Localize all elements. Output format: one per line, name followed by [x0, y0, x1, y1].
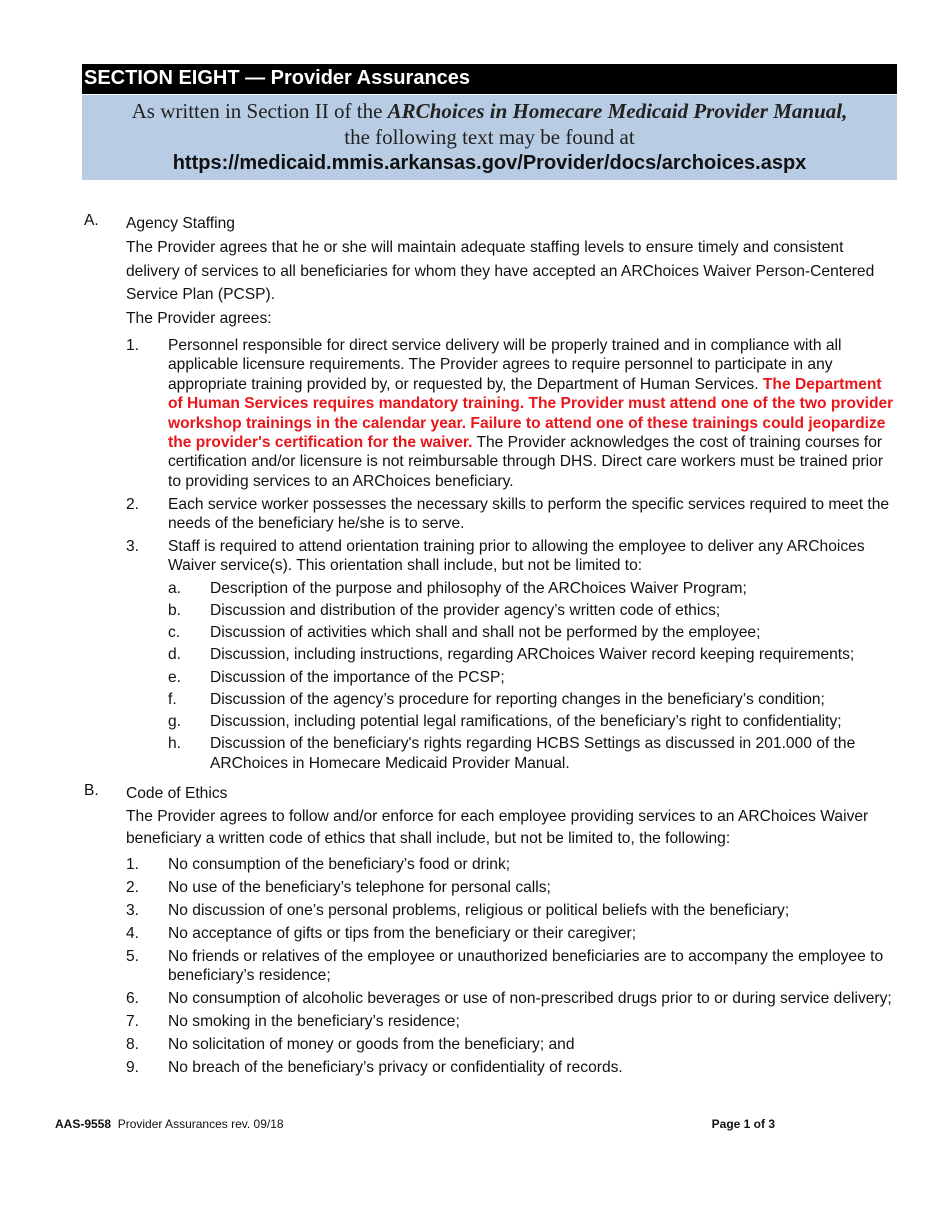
section-title-bar — [82, 64, 897, 94]
item-text: Each service worker possesses the necessary skills to perform the specific services required to meet the needs of the beneficiary he/she is to serve. — [168, 495, 890, 533]
section-letter: A. — [84, 212, 99, 229]
list-number: 3. — [126, 901, 140, 919]
sub-item-text: Description of the purpose and philosophy of the ARChoices Waiver Program; — [210, 579, 747, 597]
code-of-ethics-list — [126, 855, 950, 1077]
page-footer — [55, 1117, 785, 1131]
list-item — [126, 901, 950, 920]
list-item — [126, 855, 950, 874]
sub-list-item — [168, 579, 895, 598]
sub-list-item — [168, 645, 895, 664]
list-item — [126, 1035, 950, 1054]
form-code: AAS-9558 — [55, 1117, 112, 1131]
orientation-topics-list — [168, 579, 895, 773]
item-text: The Provider acknowledges the cost of training courses for certification and/or licensure is not reimbursable through DHS. Direct care workers must be trained prior to providing services to an ARChoices beneficiary. — [168, 434, 884, 490]
list-item — [126, 336, 950, 491]
section-heading: Code of Ethics — [126, 785, 228, 803]
list-number: 1. — [126, 856, 140, 874]
section-heading: Agency Staffing — [126, 215, 235, 232]
sub-item-text: Discussion, including potential legal ramifications, of the beneficiary’s right to confidentiality; — [210, 713, 842, 731]
item-text: Personnel responsible for direct service delivery will be properly trained and in compliance with all applicable licensure requirements. The Provider agrees to require personnel to participate in any appropriate training provided by, or requested by, the Department of Human Services. — [168, 337, 842, 393]
item-text: No smoking in the beneficiary’s residence; — [168, 1012, 460, 1030]
form-description: Provider Assurances rev. 09/18 — [117, 1117, 284, 1131]
mandatory-training-notice: The Department of Human Services requires mandatory training. The Provider must attend one of the two provider workshop trainings in the calendar year. Failure to attend one of these trainings could jeopardize the provider's certification for the waiver. — [168, 375, 894, 452]
page-number: Page 1 of 3 — [711, 1117, 775, 1131]
list-item — [126, 989, 950, 1008]
list-item — [126, 537, 950, 773]
sub-item-text: Discussion and distribution of the provider agency’s written code of ethics; — [210, 602, 721, 620]
list-number: 9. — [126, 1058, 140, 1076]
item-text: No consumption of the beneficiary’s food or drink; — [168, 856, 511, 874]
sub-list-item — [168, 734, 895, 773]
sub-list-letter: f. — [168, 690, 177, 708]
list-number: 5. — [126, 947, 140, 965]
item-text: No friends or relatives of the employee or unauthorized beneficiaries are to accompany the employee to beneficiary’s residence; — [168, 947, 884, 985]
section-agency-staffing — [0, 212, 950, 773]
section-letter: B. — [84, 782, 99, 800]
sub-list-letter: h. — [168, 735, 182, 753]
list-number: 7. — [126, 1012, 140, 1030]
item-text: No breach of the beneficiary’s privacy or confidentiality of records. — [168, 1058, 623, 1076]
manual-title: ARChoices in Homecare Medicaid Provider Manual, — [387, 99, 848, 123]
provider-agreement-list — [126, 336, 950, 773]
item-text: No acceptance of gifts or tips from the beneficiary or their caregiver; — [168, 924, 637, 942]
list-item — [126, 924, 950, 943]
sub-list-letter: c. — [168, 624, 181, 642]
list-number: 1. — [126, 337, 140, 354]
sub-list-letter: d. — [168, 646, 182, 664]
list-number: 3. — [126, 538, 140, 556]
list-number: 6. — [126, 990, 140, 1008]
sub-list-letter: a. — [168, 579, 182, 597]
banner-line-2: the following text may be found at — [344, 125, 635, 149]
section-paragraph: The Provider agrees that he or she will maintain adequate staffing levels to ensure timely and consistent delivery of services to all beneficiaries for whom they have accepted an ARChoices Waiver Person-Centered Service Plan (PCSP). — [126, 239, 875, 303]
list-item — [126, 947, 950, 986]
section-title: SECTION EIGHT — Provider Assurances — [84, 67, 471, 89]
list-item — [126, 878, 950, 897]
list-item — [126, 1058, 950, 1077]
list-number: 2. — [126, 495, 140, 513]
banner-line-1 — [82, 98, 897, 124]
sub-list-item — [168, 601, 895, 620]
sub-list-item — [168, 668, 895, 687]
sub-list-letter: g. — [168, 713, 182, 731]
sub-list-item — [168, 712, 895, 731]
item-text: Staff is required to attend orientation training prior to allowing the employee to deliver any ARChoices Waiver service(s). This orientation shall include, but not be limited to: — [168, 538, 865, 575]
list-item — [126, 1012, 950, 1031]
document-body — [0, 212, 950, 1081]
source-banner — [82, 95, 897, 180]
sub-list-item — [168, 690, 895, 709]
item-text: No discussion of one’s personal problems, religious or political beliefs with the beneficiary; — [168, 901, 790, 919]
list-number: 2. — [126, 879, 140, 897]
list-number: 4. — [126, 924, 140, 942]
sub-list-letter: e. — [168, 668, 182, 686]
item-text: No solicitation of money or goods from the beneficiary; and — [168, 1035, 575, 1053]
sub-item-text: Discussion of the importance of the PCSP; — [210, 668, 505, 686]
sub-item-text: Discussion of the beneficiary's rights regarding HCBS Settings as discussed in 201.000 of the ARChoices in Homecare Medicaid Provider Manual. — [210, 735, 856, 772]
list-item — [126, 495, 950, 534]
sub-list-item — [168, 623, 895, 642]
section-paragraph: The Provider agrees: — [126, 309, 272, 327]
item-text: No consumption of alcoholic beverages or use of non-prescribed drugs prior to or during service delivery; — [168, 990, 892, 1008]
banner-line-1-prefix: As written in Section II of the — [131, 99, 388, 123]
section-code-of-ethics — [0, 782, 950, 1077]
list-number: 8. — [126, 1035, 140, 1053]
section-paragraph: The Provider agrees to follow and/or enforce for each employee providing services to an ARChoices Waiver beneficiary a written code of ethics that shall include, but not be limited to, the following: — [126, 808, 869, 848]
sub-item-text: Discussion, including instructions, regarding ARChoices Waiver record keeping requirements; — [210, 646, 855, 664]
sub-item-text: Discussion of the agency’s procedure for reporting changes in the beneficiary’s condition; — [210, 690, 825, 708]
item-text: No use of the beneficiary’s telephone for personal calls; — [168, 879, 551, 897]
sub-item-text: Discussion of activities which shall and shall not be performed by the employee; — [210, 624, 761, 642]
sub-list-letter: b. — [168, 602, 182, 620]
banner-url: https://medicaid.mmis.arkansas.gov/Provider/docs/archoices.aspx — [172, 152, 807, 174]
